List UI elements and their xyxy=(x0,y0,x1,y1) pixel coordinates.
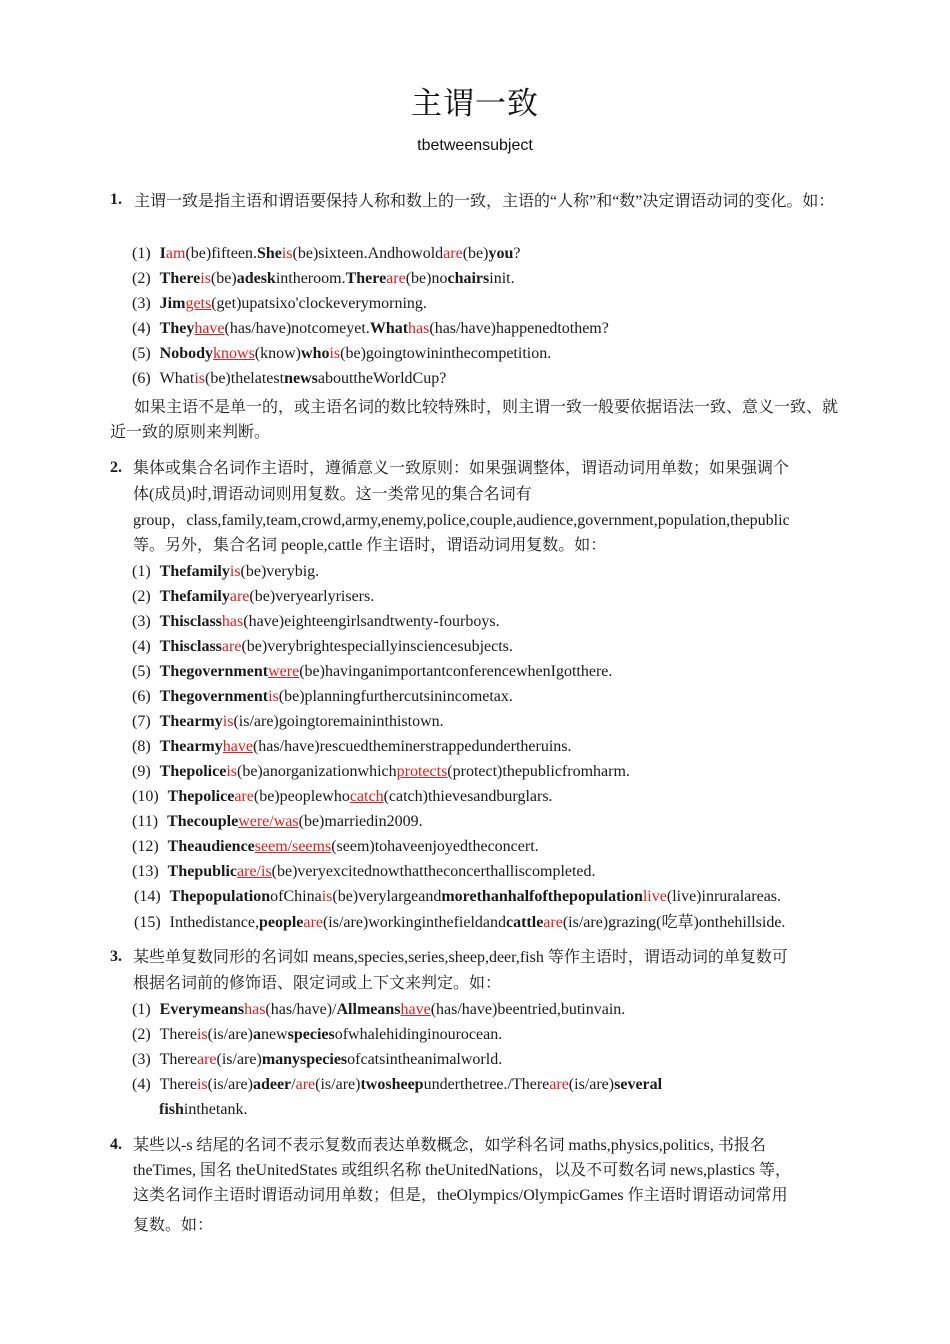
example-answer: are xyxy=(221,638,242,655)
example-line xyxy=(132,712,444,732)
example-text: (be) xyxy=(210,270,237,287)
example-number: (6) xyxy=(132,370,151,387)
example-subject: Theaudience xyxy=(167,838,255,855)
example-text: inthetank. xyxy=(183,1101,248,1118)
example-answer: has xyxy=(244,1001,266,1018)
example-subject: There xyxy=(345,270,387,287)
example-text: There xyxy=(159,1026,197,1043)
example-line xyxy=(132,1050,502,1070)
example-line xyxy=(132,612,500,632)
example-text: intheroom. xyxy=(275,270,346,287)
example-answer: were xyxy=(268,663,300,680)
example-text: (be) xyxy=(462,245,489,262)
section-1-intro: 主谓一致是指主语和谓语要保持人称和数上的一致，主语的“人称”和“数”决定谓语动词的变化。如： xyxy=(134,193,835,210)
example-answer: is xyxy=(321,888,333,905)
example-line xyxy=(132,1075,662,1095)
example-subject: news xyxy=(284,370,318,387)
example-subject: fish xyxy=(159,1101,184,1118)
example-answer: is xyxy=(196,1026,208,1043)
example-text: ? xyxy=(513,245,521,262)
example-subject: Thepolice xyxy=(159,763,227,780)
example-text: (has/have)notcomeyet. xyxy=(224,320,370,337)
example-answer: has xyxy=(408,320,430,337)
example-text: (be)verybig. xyxy=(240,563,320,580)
example-answer: are xyxy=(443,245,463,262)
example-answer: were/was xyxy=(238,813,299,830)
example-number: (1) xyxy=(132,1001,151,1018)
example-answer: protects xyxy=(396,763,448,780)
example-text: (seem)tohaveenjoyedtheconcert. xyxy=(331,838,539,855)
example-subject: They xyxy=(159,320,195,337)
example-answer: is xyxy=(226,763,237,780)
example-text: (get)upatsixo'clockeverymorning. xyxy=(211,295,427,312)
example-subject: morethanhalfofthepopulation xyxy=(441,888,643,905)
example-answer: have xyxy=(194,320,225,337)
example-answer: has xyxy=(221,613,244,630)
example-text: (be)fifteen. xyxy=(185,245,257,262)
example-text: (have)eighteengirlsandtwenty-fourboys. xyxy=(243,613,500,630)
section-3-intro-line-2: 根据名词前的修饰语、限定词或上下文来判定。如： xyxy=(133,975,502,992)
section-4-intro-line-2: theTimes, 国名 theUnitedStates 或组织名称 theUnitedNations，以及不可数名词 news,plastics 等， xyxy=(133,1162,792,1179)
example-subject: What xyxy=(369,320,409,337)
example-text: ofcatsintheanimalworld. xyxy=(347,1051,503,1068)
example-number: (8) xyxy=(132,738,151,755)
example-text: (be)sixteen.Andhowold xyxy=(292,245,444,262)
section-2-number: 2. xyxy=(110,459,122,476)
example-text: (is/are)goingtoremaininthistown. xyxy=(233,713,444,730)
section-4-intro-line-1: 某些以-s 结尾的名词不表示复数而表达单数概念，如学科名词 maths,physics,politics, 书报名 xyxy=(133,1137,766,1154)
example-answer: are xyxy=(386,270,406,287)
example-number: (3) xyxy=(132,295,151,312)
example-answer: have xyxy=(400,1001,431,1018)
example-text: (be)marriedin2009. xyxy=(298,813,423,830)
example-answer: have xyxy=(222,738,253,755)
example-text: (is/are) xyxy=(315,1076,361,1093)
example-subject: Thegovernment xyxy=(159,688,269,705)
example-number: (1) xyxy=(132,563,151,580)
example-number: (5) xyxy=(132,345,151,362)
example-number: (12) xyxy=(132,838,159,855)
example-line xyxy=(132,762,630,782)
example-subject: you xyxy=(488,245,514,262)
example-answer: are xyxy=(196,1051,217,1068)
section-2-intro-line-4: 等。另外，集合名词 people,cattle 作主语时，谓语动词用复数。如： xyxy=(133,537,607,554)
example-subject: Allmeans xyxy=(336,1001,401,1018)
example-number: (4) xyxy=(132,1076,151,1093)
example-subject: I xyxy=(159,245,166,262)
example-text: (is/are)workinginthefieldand xyxy=(322,914,506,931)
example-subject: Thearmy xyxy=(159,713,223,730)
example-subject: Thecouple xyxy=(167,813,239,830)
section-1-number: 1. xyxy=(110,191,122,208)
example-answer: are xyxy=(549,1076,569,1093)
example-line xyxy=(134,913,785,933)
example-text: (is/are) xyxy=(216,1051,262,1068)
example-number: (3) xyxy=(132,1051,151,1068)
example-line xyxy=(132,269,515,289)
example-number: (15) xyxy=(134,914,161,931)
example-subject: Everymeans xyxy=(159,1001,245,1018)
example-answer: is xyxy=(222,713,234,730)
example-answer: are xyxy=(234,788,254,805)
example-text: (catch)thievesandburglars. xyxy=(383,788,553,805)
example-answer: catch xyxy=(349,788,384,805)
example-subject: chairs xyxy=(447,270,490,287)
page-subtitle: tbetweensubject xyxy=(417,137,533,154)
example-subject: Thepopulation xyxy=(169,888,271,905)
example-number: (9) xyxy=(132,763,151,780)
example-text: new xyxy=(260,1026,288,1043)
example-answer: are xyxy=(295,1076,316,1093)
example-text: (live)inruralareas. xyxy=(666,888,782,905)
example-line xyxy=(132,344,551,364)
example-text: There xyxy=(159,1051,197,1068)
section-1-note: 如果主语不是单一的，或主语名词的数比较特殊时，则主谓一致一般要依据语法一致、意义一致、就近一致的原则来判断。 xyxy=(110,399,839,441)
example-line xyxy=(132,637,513,657)
example-subject: Thepolice xyxy=(167,788,235,805)
section-2-intro-line-3: group，class,family,team,crowd,army,enemy,police,couple,audience,government,population,thepublic xyxy=(133,512,790,529)
example-subject: adeer xyxy=(252,1076,292,1093)
example-subject: a xyxy=(252,1026,261,1043)
example-text: / xyxy=(291,1076,296,1093)
example-subject: Thisclass xyxy=(159,638,222,655)
example-number: (10) xyxy=(132,788,159,805)
example-subject: people xyxy=(258,914,304,931)
example-text: There xyxy=(159,1076,197,1093)
example-subject: Thisclass xyxy=(159,613,222,630)
section-3-intro-line-1: 某些单复数同形的名词如 means,species,series,sheep,deer,fish 等作主语时，谓语动词的单复数可 xyxy=(133,949,788,966)
example-text: (is/are) xyxy=(568,1076,615,1093)
example-answer: are xyxy=(543,914,563,931)
example-answer: is xyxy=(329,345,341,362)
example-text: (be)anorganizationwhich xyxy=(237,763,397,780)
example-number: (1) xyxy=(132,245,151,262)
example-text: (has/have)/ xyxy=(265,1001,337,1018)
example-text: (protect)thepublicfromharm. xyxy=(447,763,630,780)
example-text: ofwhalehidinginourocean. xyxy=(334,1026,503,1043)
section-4-intro-line-3: 这类名词作主语时谓语动词用单数；但是，theOlympics/OlympicGames 作主语时谓语动词常用 xyxy=(133,1187,788,1204)
example-number: (2) xyxy=(132,270,151,287)
example-text: (has/have)rescuedtheminerstrappedundertheruins. xyxy=(252,738,572,755)
example-line xyxy=(134,887,781,907)
example-answer: are xyxy=(229,588,250,605)
example-subject: Thearmy xyxy=(159,738,223,755)
example-line xyxy=(132,737,572,757)
example-line xyxy=(132,369,446,389)
example-number: (13) xyxy=(132,863,159,880)
example-answer: is xyxy=(268,688,279,705)
example-text: underthetree./There xyxy=(423,1076,550,1093)
example-subject: twosheep xyxy=(360,1076,424,1093)
example-number: (7) xyxy=(132,713,151,730)
example-text: (be)peoplewho xyxy=(253,788,350,805)
example-answer: are/is xyxy=(237,863,272,880)
example-text: (has/have)beentried,butinvain. xyxy=(430,1001,626,1018)
example-line xyxy=(132,1000,625,1020)
example-number: (2) xyxy=(132,588,151,605)
example-line xyxy=(132,787,553,807)
example-number: (14) xyxy=(134,888,161,905)
example-number: (4) xyxy=(132,638,151,655)
example-line xyxy=(132,862,596,882)
example-answer: is xyxy=(200,270,211,287)
example-subject: adesk xyxy=(236,270,276,287)
example-line xyxy=(159,1100,247,1120)
example-subject: Nobody xyxy=(159,345,214,362)
example-answer: seem/seems xyxy=(254,838,332,855)
example-line xyxy=(132,587,374,607)
example-subject: Thegovernment xyxy=(159,663,269,680)
example-subject: who xyxy=(301,345,330,362)
example-subject: Thepublic xyxy=(167,863,238,880)
example-line xyxy=(132,294,427,314)
section-2-intro-line-1: 集体或集合名词作主语时，遵循意义一致原则：如果强调整体，谓语动词用单数；如果强调个 xyxy=(133,460,790,477)
example-answer: is xyxy=(281,245,293,262)
example-number: (3) xyxy=(132,613,151,630)
example-answer: is xyxy=(196,1076,208,1093)
example-answer: knows xyxy=(213,345,255,362)
section-4-intro-line-4: 复数。如： xyxy=(133,1217,214,1234)
example-number: (11) xyxy=(132,813,159,830)
example-answer: gets xyxy=(185,295,212,312)
example-text: (is/are)grazing(吃草)onthehillside. xyxy=(562,914,786,931)
example-text: Inthedistance, xyxy=(169,914,259,931)
example-subject: species xyxy=(287,1026,335,1043)
example-line xyxy=(132,837,539,857)
example-answer: are xyxy=(303,914,323,931)
example-text: (has/have)happenedtothem? xyxy=(429,320,609,337)
example-number: (2) xyxy=(132,1026,151,1043)
example-subject: Thefamily xyxy=(159,588,230,605)
example-line xyxy=(132,687,513,707)
example-text: (be)havinganimportantconferencewhenIgotthere. xyxy=(299,663,613,680)
example-answer: is xyxy=(229,563,241,580)
example-text: (be)verylargeand xyxy=(332,888,442,905)
section-2-intro-line-2: 体(成员)时,谓语动词则用复数。这一类常见的集合名词有 xyxy=(133,486,532,503)
example-number: (4) xyxy=(132,320,151,337)
example-text: (is/are) xyxy=(207,1026,253,1043)
example-answer: am xyxy=(165,245,186,262)
example-text: (be)planningfurthercutsinincometax. xyxy=(278,688,513,705)
example-text: (know) xyxy=(254,345,302,362)
example-subject: She xyxy=(256,245,282,262)
example-text: (be)goingtowininthecompetition. xyxy=(340,345,552,362)
example-line xyxy=(132,1025,502,1045)
example-answer: live xyxy=(642,888,667,905)
example-text: init. xyxy=(489,270,515,287)
example-line xyxy=(132,562,319,582)
example-text: (is/are) xyxy=(207,1076,253,1093)
example-subject: Thefamily xyxy=(159,563,230,580)
page-title: 主谓一致 xyxy=(411,86,539,122)
example-line xyxy=(132,662,612,682)
example-answer: is xyxy=(194,370,205,387)
example-text: ofChina xyxy=(270,888,322,905)
example-subject: There xyxy=(159,270,201,287)
section-4-number: 4. xyxy=(110,1136,122,1153)
example-text: (be)verybrightespeciallyinsciencesubjects. xyxy=(241,638,513,655)
example-text: (be)no xyxy=(405,270,448,287)
example-line xyxy=(132,244,520,264)
example-number: (6) xyxy=(132,688,151,705)
example-text: What xyxy=(159,370,195,387)
example-line xyxy=(132,319,609,339)
example-text: abouttheWorldCup? xyxy=(317,370,447,387)
example-subject: cattle xyxy=(505,914,544,931)
example-line xyxy=(132,812,423,832)
example-subject: manyspecies xyxy=(261,1051,348,1068)
example-text: (be)thelatest xyxy=(204,370,285,387)
section-3-number: 3. xyxy=(110,948,122,965)
example-subject: Jim xyxy=(159,295,186,312)
example-subject: several xyxy=(614,1076,663,1093)
example-number: (5) xyxy=(132,663,151,680)
example-text: (be)veryexcitednowthattheconcerthalliscompleted. xyxy=(271,863,596,880)
example-text: (be)veryearlyrisers. xyxy=(249,588,375,605)
